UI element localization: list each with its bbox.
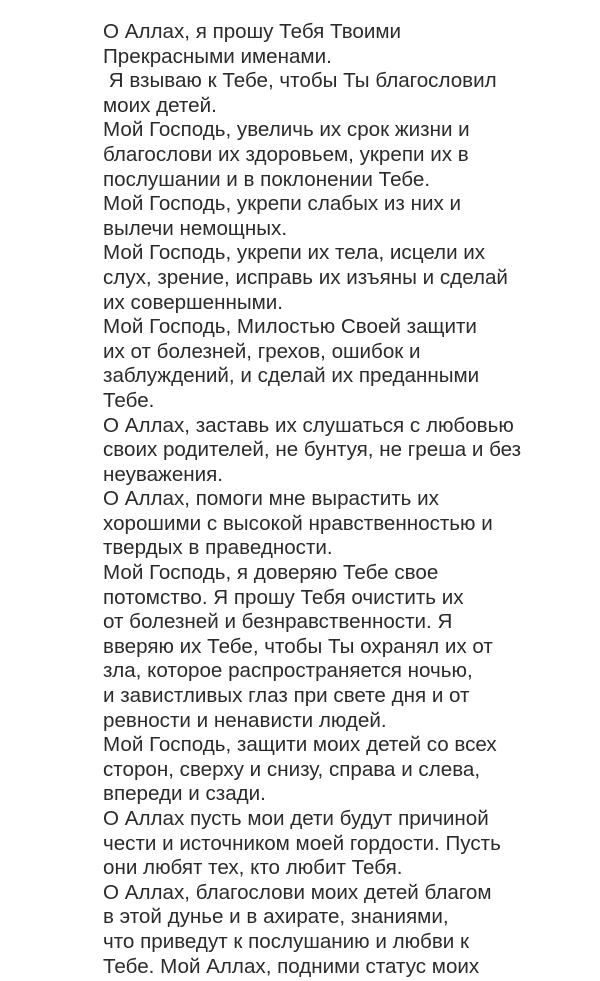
- text-line: чести и источником моей гордости. Пусть: [103, 831, 501, 855]
- text-line: хорошими с высокой нравственностью и: [103, 511, 493, 535]
- text-line: Я взываю к Тебе, чтобы Ты благословил: [103, 69, 497, 93]
- text-line: вылечи немощных.: [103, 216, 288, 240]
- text-line: что приведут к послушанию и любви к: [103, 929, 470, 953]
- text-line: Мой Господь, защити моих детей со всех: [103, 733, 497, 757]
- text-line: впереди и сзади.: [103, 782, 266, 806]
- text-line: заблуждений, и сделай их преданными: [103, 364, 480, 388]
- text-line: их от болезней, грехов, ошибок и: [103, 339, 421, 363]
- text-line: слух, зрение, исправь их изъяны и сделай: [103, 265, 508, 289]
- text-line: твердых в праведности.: [103, 536, 333, 560]
- text-line: сторон, сверху и снизу, справа и слева,: [103, 757, 481, 781]
- text-line: и завистливых глаз при свете дня и от: [103, 684, 470, 708]
- text-line: своих родителей, не бунтуя, не греша и без: [103, 438, 522, 462]
- text-line: Мой Господь, Милостью Своей защити: [103, 315, 477, 339]
- text-line: О Аллах, я прошу Тебя Твоими: [103, 20, 402, 43]
- text-line: Тебе. Мой Аллах, подними статус моих: [103, 954, 480, 978]
- text-line: Мой Господь, увеличь их срок жизни и: [103, 118, 470, 142]
- text-line: Тебе.: [103, 388, 155, 412]
- text-line: благослови их здоровьем, укрепи их в: [103, 142, 469, 166]
- text-line: О Аллах пусть мои дети будут причиной: [103, 807, 489, 830]
- text-line: Мой Господь, я доверяю Тебе свое: [103, 561, 439, 585]
- text-line: О Аллах, заставь их слушаться с любовью: [103, 413, 514, 437]
- text-line: О Аллах, помоги мне вырастить их: [103, 487, 439, 511]
- text-line: вверяю их Тебе, чтобы Ты охранял их от: [103, 634, 493, 658]
- text-line: их совершенными.: [103, 290, 284, 314]
- text-line: Мой Господь, укрепи слабых из них и: [103, 192, 461, 216]
- text-line: Мой Господь, укрепи их тела, исцели их: [103, 241, 486, 265]
- text-line: неуважения.: [103, 462, 224, 486]
- text-line: они любят тех, кто любит Тебя.: [103, 856, 403, 880]
- text-line: Прекрасными именами.: [103, 44, 332, 68]
- text-line: зла, которое распространяется ночью,: [103, 659, 473, 683]
- text-line: в этой дунье и в ахирате, знаниями,: [103, 905, 449, 929]
- text-line: послушании и в поклонении Тебе.: [103, 167, 431, 191]
- text-line: моих детей.: [103, 93, 217, 117]
- prayer-text-page: [103, 20, 595, 981]
- text-line: О Аллах, благослови моих детей благом: [103, 880, 492, 904]
- text-line: ревности и ненависти людей.: [103, 708, 387, 732]
- text-line: потомство. Я прошу Тебя очистить их: [103, 585, 464, 609]
- text-line: от болезней и безнравственности. Я: [103, 610, 453, 634]
